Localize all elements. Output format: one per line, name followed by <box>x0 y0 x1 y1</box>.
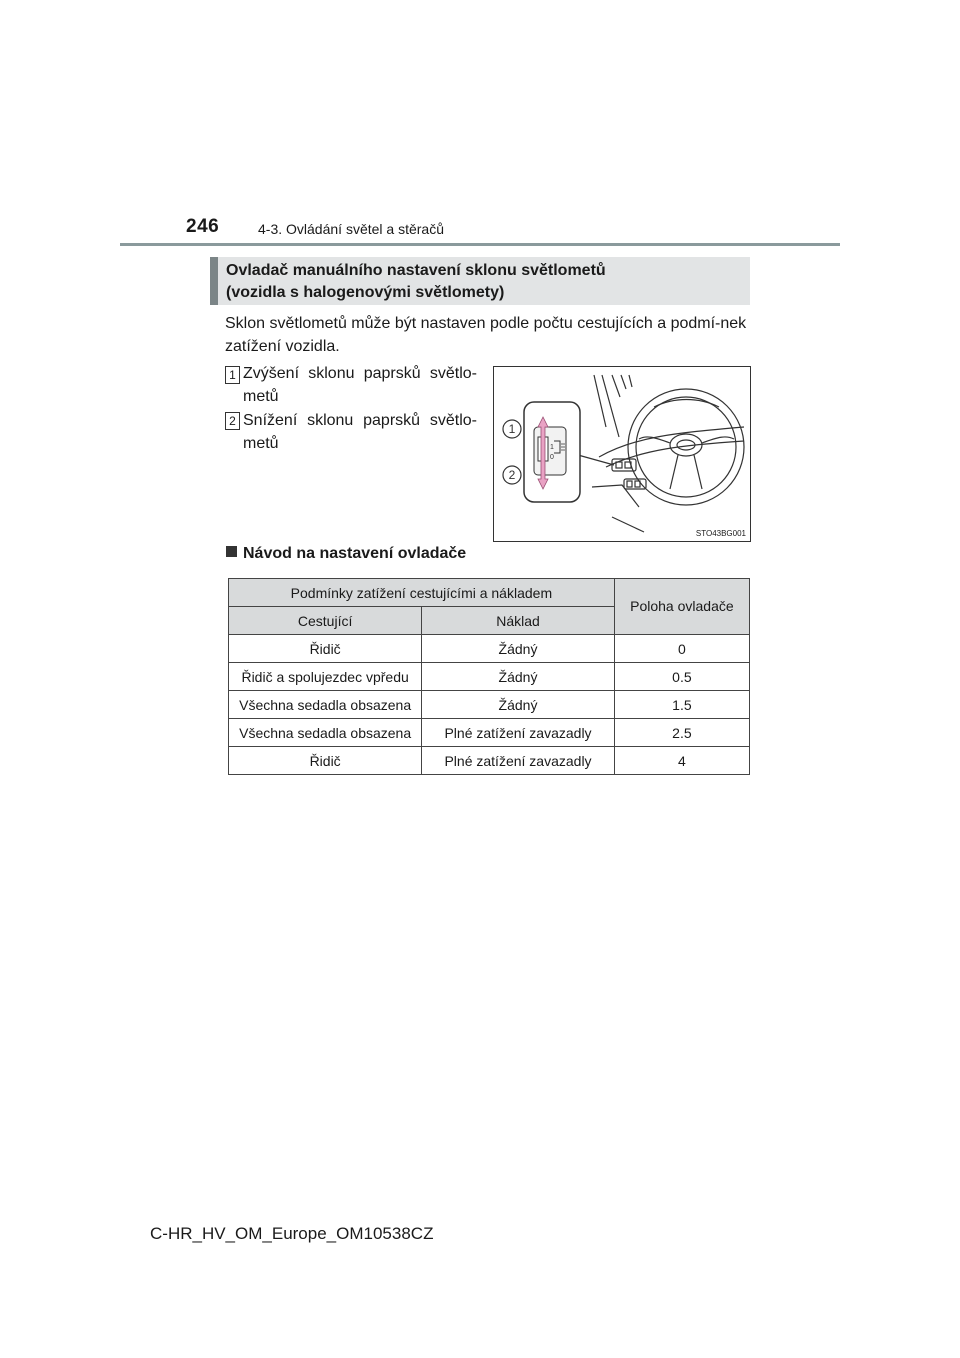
cell-position: 1.5 <box>614 691 749 719</box>
cell-passengers: Řidič <box>229 747 422 775</box>
cell-load: Plné zatížení zavazadly <box>422 747 615 775</box>
header-dial-position: Poloha ovladače <box>614 579 749 635</box>
section-heading-bar <box>210 257 218 305</box>
table-row <box>229 691 750 719</box>
table-header-row <box>229 579 750 607</box>
callout-2: 2 <box>508 468 516 482</box>
item-text-2: Snížení sklonu paprsků světlo-metů <box>243 412 477 452</box>
cell-position: 4 <box>614 747 749 775</box>
cell-position: 2.5 <box>614 719 749 747</box>
table-row <box>229 719 750 747</box>
callout-1: 1 <box>508 422 516 436</box>
cell-load: Žádný <box>422 635 615 663</box>
table-row <box>229 663 750 691</box>
cell-load: Žádný <box>422 663 615 691</box>
header-rule <box>120 243 840 246</box>
cell-passengers: Řidič a spolujezdec vpředu <box>229 663 422 691</box>
cell-load: Plné zatížení zavazadly <box>422 719 615 747</box>
item-text-1: Zvýšení sklonu paprsků světlo-metů <box>243 365 477 405</box>
header-load: Náklad <box>422 607 615 635</box>
table-row <box>229 747 750 775</box>
headlight-leveling-illustration <box>493 366 751 542</box>
cell-position: 0 <box>614 635 749 663</box>
dial-mark-1: 1 <box>550 444 554 451</box>
illustration-code: STO43BG001 <box>695 529 746 538</box>
section-heading-box <box>210 257 750 305</box>
document-footer: C-HR_HV_OM_Europe_OM10538CZ <box>150 1224 434 1243</box>
cell-position: 0.5 <box>614 663 749 691</box>
subsection-title: Návod na nastavení ovladače <box>243 545 467 562</box>
cell-passengers: Všechna sedadla obsazena <box>229 691 422 719</box>
dashboard-drawing <box>494 367 750 541</box>
section-title-line-2: (vozidla s halogenovými světlomety) <box>226 284 505 301</box>
header-passengers: Cestující <box>229 607 422 635</box>
item-number-2: 2 <box>225 412 240 430</box>
page-number: 246 <box>186 216 220 237</box>
cell-passengers: Všechna sedadla obsazena <box>229 719 422 747</box>
cell-passengers: Řidič <box>229 635 422 663</box>
intro-paragraph: Sklon světlometů může být nastaven podle počtu cestujících a podmí-nek zatížení vozidla. <box>225 315 747 355</box>
subsection-heading <box>226 545 466 563</box>
section-title <box>226 260 746 304</box>
table-row <box>229 635 750 663</box>
item-number-1: 1 <box>225 366 240 384</box>
load-conditions-table <box>228 578 750 775</box>
square-bullet-icon <box>226 546 237 557</box>
chapter-title: 4-3. Ovládání světel a stěračů <box>258 221 444 237</box>
header-load-conditions: Podmínky zatížení cestujícími a nákladem <box>229 579 615 607</box>
section-title-line-1: Ovladač manuálního nastavení sklonu světlometů <box>226 262 606 279</box>
cell-load: Žádný <box>422 691 615 719</box>
dial-mark-0: 0 <box>550 454 554 461</box>
